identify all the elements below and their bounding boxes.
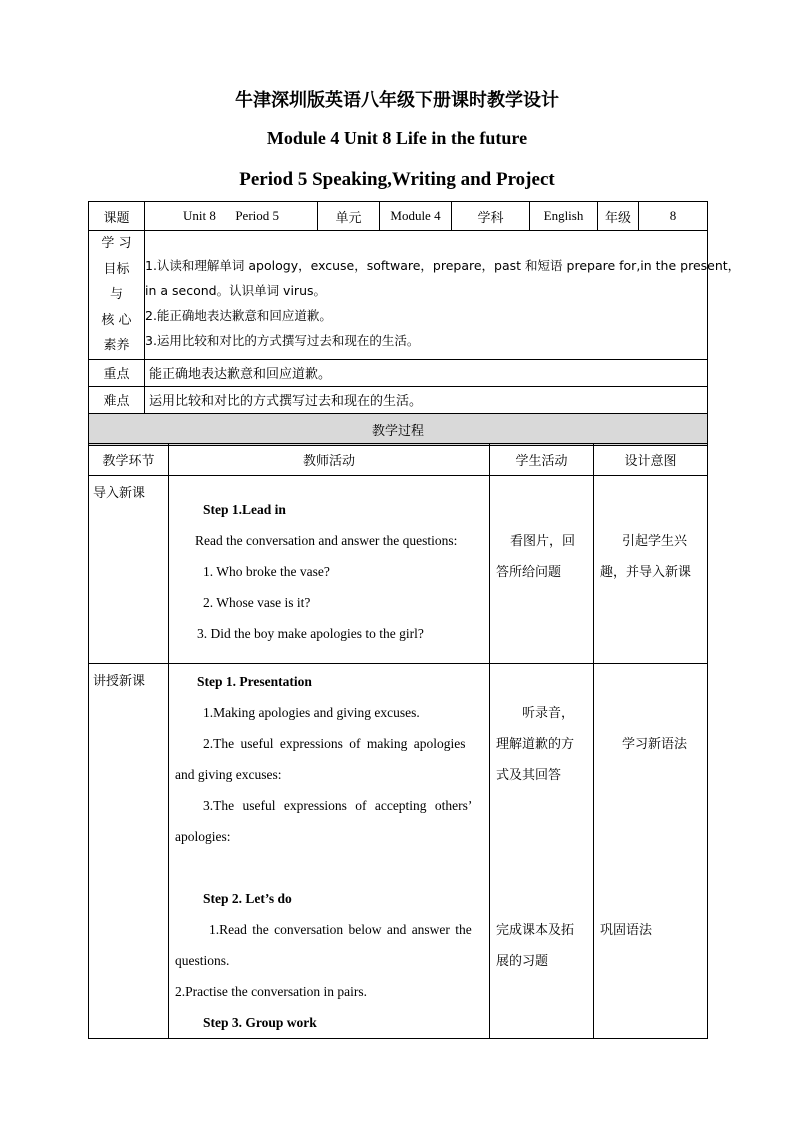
difficulty-row xyxy=(89,386,708,413)
goal-line-1: 1.认读和理解单词 apology，excuse，software，prepare，past 和短语 prepare for,in the present， xyxy=(145,258,741,273)
stage-new-lesson-teacher: Step 1. Presentation 1.Making apologies and giving excuses. 2.The useful expressions of making apologies and giving excuses: 3.The useful expressions of accepting others’ apologies: Step 2. Let’s do 1.Read the conversation below and answer the questions. 2.Practise the conversation in pairs. Step 3. Group work xyxy=(169,664,490,1039)
header-intent: 设计意图 xyxy=(594,444,708,476)
difficulty-text: 运用比较和对比的方式撰写过去和现在的生活。 xyxy=(145,386,708,413)
goals-label: 学 习 目标 与 核 心 素养 xyxy=(89,231,145,360)
step-group-work: Step 3. Group work xyxy=(203,1015,317,1030)
stage-new-lesson-intent: 学习新语法 巩固语法 xyxy=(594,664,708,1039)
goals-content xyxy=(145,231,741,360)
grade-value: 8 xyxy=(639,202,708,231)
stage-lead-in-label: 导入新课 xyxy=(89,476,169,664)
module-title: Module 4 Unit 8 Life in the future xyxy=(266,128,528,148)
lesson-plan-table xyxy=(88,201,741,446)
header-student: 学生活动 xyxy=(490,444,594,476)
header-teacher: 教师活动 xyxy=(169,444,490,476)
info-row xyxy=(89,202,708,231)
goal-line-1b: in a second。认识单词 virus。 xyxy=(145,283,327,298)
document-title: 牛津深圳版英语八年级下册课时教学设计 xyxy=(235,90,559,111)
process-table xyxy=(88,443,708,1039)
subject-label: 学科 xyxy=(452,202,530,231)
process-title: 教学过程 xyxy=(89,413,708,445)
step-lets-do: Step 2. Let’s do xyxy=(203,891,292,906)
subject-value: English xyxy=(530,202,598,231)
key-point-row xyxy=(89,359,708,386)
topic-value: Unit 8 Period 5 xyxy=(145,202,318,231)
unit-value: Module 4 xyxy=(380,202,452,231)
stage-lead-in-row xyxy=(89,476,708,664)
stage-new-lesson-student: 听录音， 理解道歉的方 式及其回答 完成课本及拓 展的习题 xyxy=(490,664,594,1039)
goal-line-3: 3.运用比较和对比的方式撰写过去和现在的生活。 xyxy=(145,333,420,348)
header-stage: 教学环节 xyxy=(89,444,169,476)
key-point-text: 能正确地表达歉意和回应道歉。 xyxy=(145,359,708,386)
stage-lead-in-intent: 引起学生兴 趣，并导入新课 xyxy=(594,476,708,664)
step-presentation: Step 1. Presentation xyxy=(197,674,312,689)
grade-label: 年级 xyxy=(598,202,639,231)
goal-line-2: 2.能正确地表达歉意和回应道歉。 xyxy=(145,308,332,323)
step-lead-in: Step 1.Lead in xyxy=(203,502,286,517)
stage-new-lesson-row xyxy=(89,664,708,1039)
process-header-row xyxy=(89,444,708,476)
difficulty-label: 难点 xyxy=(89,386,145,413)
process-title-row xyxy=(89,413,708,445)
period-title: Period 5 Speaking,Writing and Project xyxy=(239,169,555,190)
key-point-label: 重点 xyxy=(89,359,145,386)
stage-lead-in-teacher: Step 1.Lead in Read the conversation and answer the questions: 1. Who broke the vase? 2. Whose vase is it? 3. Did the boy make apologies to the girl? xyxy=(169,476,490,664)
goals-row xyxy=(89,231,708,360)
stage-lead-in-student: 看图片，回 答所给问题 xyxy=(490,476,594,664)
unit-label: 单元 xyxy=(318,202,380,231)
topic-label: 课题 xyxy=(89,202,145,231)
stage-new-lesson-label: 讲授新课 xyxy=(89,664,169,1039)
